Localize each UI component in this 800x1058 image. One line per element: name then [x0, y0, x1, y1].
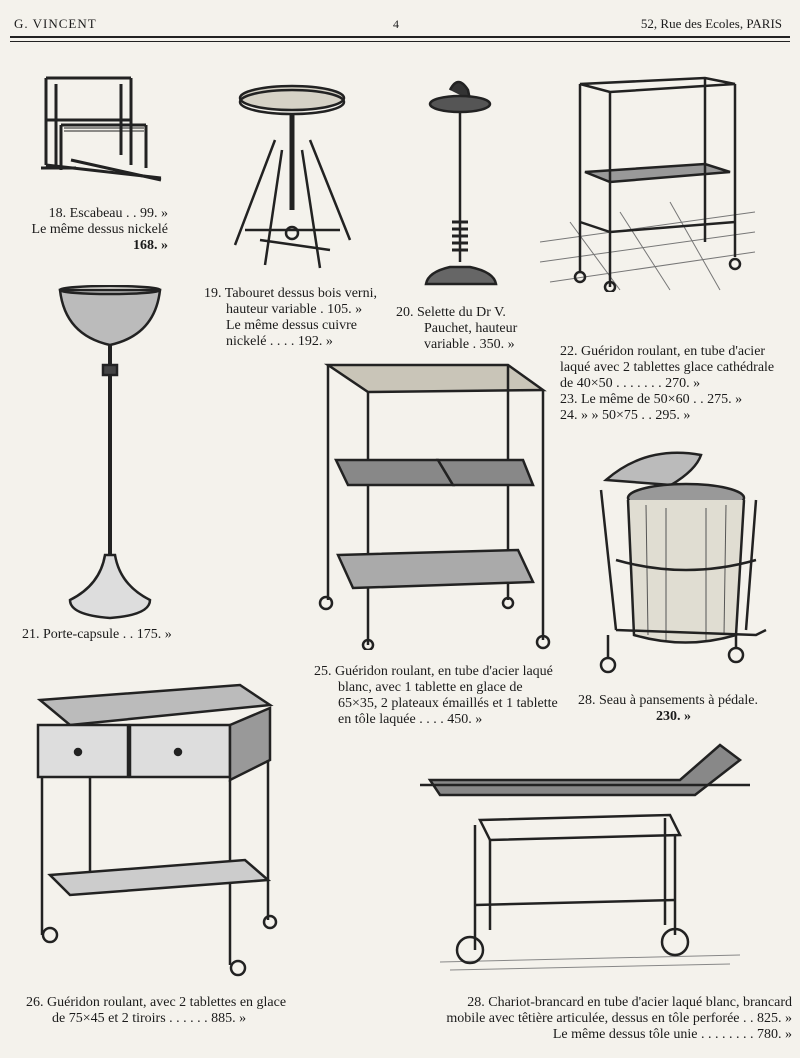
caption-20: [396, 305, 536, 353]
caption-19-line-2: hauteur variable . 105. »: [226, 302, 363, 317]
page-number: 4: [393, 17, 399, 31]
caption-19-line-3: Le même dessus cuivre: [226, 318, 358, 333]
caption-28-brancard-line-3: Le même dessus tôle unie . . . . . . . . 780. »: [552, 1027, 792, 1042]
tabouret-illustration: [220, 80, 370, 275]
page-header: [0, 0, 800, 44]
caption-21-line-1: 21. Porte-capsule . . 175. »: [22, 627, 172, 642]
caption-28-brancard-line-2: mobile avec têtière articulée, dessus en tôle perforée . . 825. »: [446, 1011, 792, 1026]
gueridon-tiroirs-illustration: [30, 680, 290, 980]
gueridon-small-illustration: [540, 72, 755, 292]
caption-24-line: 24. » » 50×75 . . 295. »: [560, 408, 691, 423]
caption-25-line-2: blanc, avec 1 tablette en glace de: [338, 680, 523, 695]
gueridon-center-illustration: [318, 360, 558, 650]
caption-23-line: 23. Le même de 50×60 . . 275. »: [560, 392, 743, 407]
seau-illustration: [586, 440, 776, 680]
caption-20-line-2: Pauchet, hauteur: [424, 321, 518, 336]
caption-19-line-1: 19. Tabouret dessus bois verni,: [204, 286, 377, 301]
porte-capsule-illustration: [55, 285, 165, 625]
caption-22-line-3: de 40×50 . . . . . . . 270. »: [560, 376, 701, 391]
caption-22: [560, 344, 782, 424]
caption-18-line-2: Le même dessus nickelé: [31, 222, 168, 237]
caption-25-line-1: 25. Guéridon roulant, en tube d'acier laqué: [314, 664, 553, 679]
caption-19-line-4: nickelé . . . . 192. »: [226, 334, 333, 349]
escabeau-illustration: [36, 70, 166, 185]
header-rule: [10, 36, 790, 42]
caption-18: [18, 206, 168, 254]
caption-25-line-3: 65×35, 2 plateaux émaillés et 1 tablette: [338, 696, 558, 711]
header-left: G. VINCENT: [14, 16, 97, 31]
selette-illustration: [418, 72, 508, 297]
caption-21: [22, 627, 222, 643]
caption-20-line-1: 20. Selette du Dr V.: [396, 305, 506, 320]
caption-26-line-2: de 75×45 et 2 tiroirs . . . . . . 885. »: [52, 1011, 247, 1026]
caption-28-brancard-line-1: 28. Chariot-brancard en tube d'acier laqué blanc, brancard: [467, 995, 792, 1010]
caption-18-line-3: 168. »: [133, 238, 168, 253]
caption-20-line-3: variable . 350. »: [424, 337, 515, 352]
caption-28-seau-line-1: 28. Seau à pansements à pédale.: [578, 693, 758, 708]
caption-18-line-1: 18. Escabeau . . 99. »: [48, 206, 168, 221]
caption-28-seau: [578, 693, 788, 725]
caption-28-brancard: [420, 995, 792, 1043]
caption-25: [314, 664, 572, 728]
caption-22-line-1: 22. Guéridon roulant, en tube d'acier: [560, 344, 766, 359]
caption-28-seau-line-2: 230. »: [656, 709, 691, 724]
caption-22-line-2: laqué avec 2 tablettes glace cathédrale: [560, 360, 775, 375]
caption-26-line-1: 26. Guéridon roulant, avec 2 tablettes en glace: [26, 995, 287, 1010]
chariot-brancard-illustration: [420, 740, 750, 980]
caption-26: [26, 995, 326, 1027]
header-right: 52, Rue des Ecoles, PARIS: [640, 16, 782, 31]
caption-25-line-4: en tôle laquée . . . . 450. »: [338, 712, 483, 727]
caption-19: [204, 286, 384, 350]
